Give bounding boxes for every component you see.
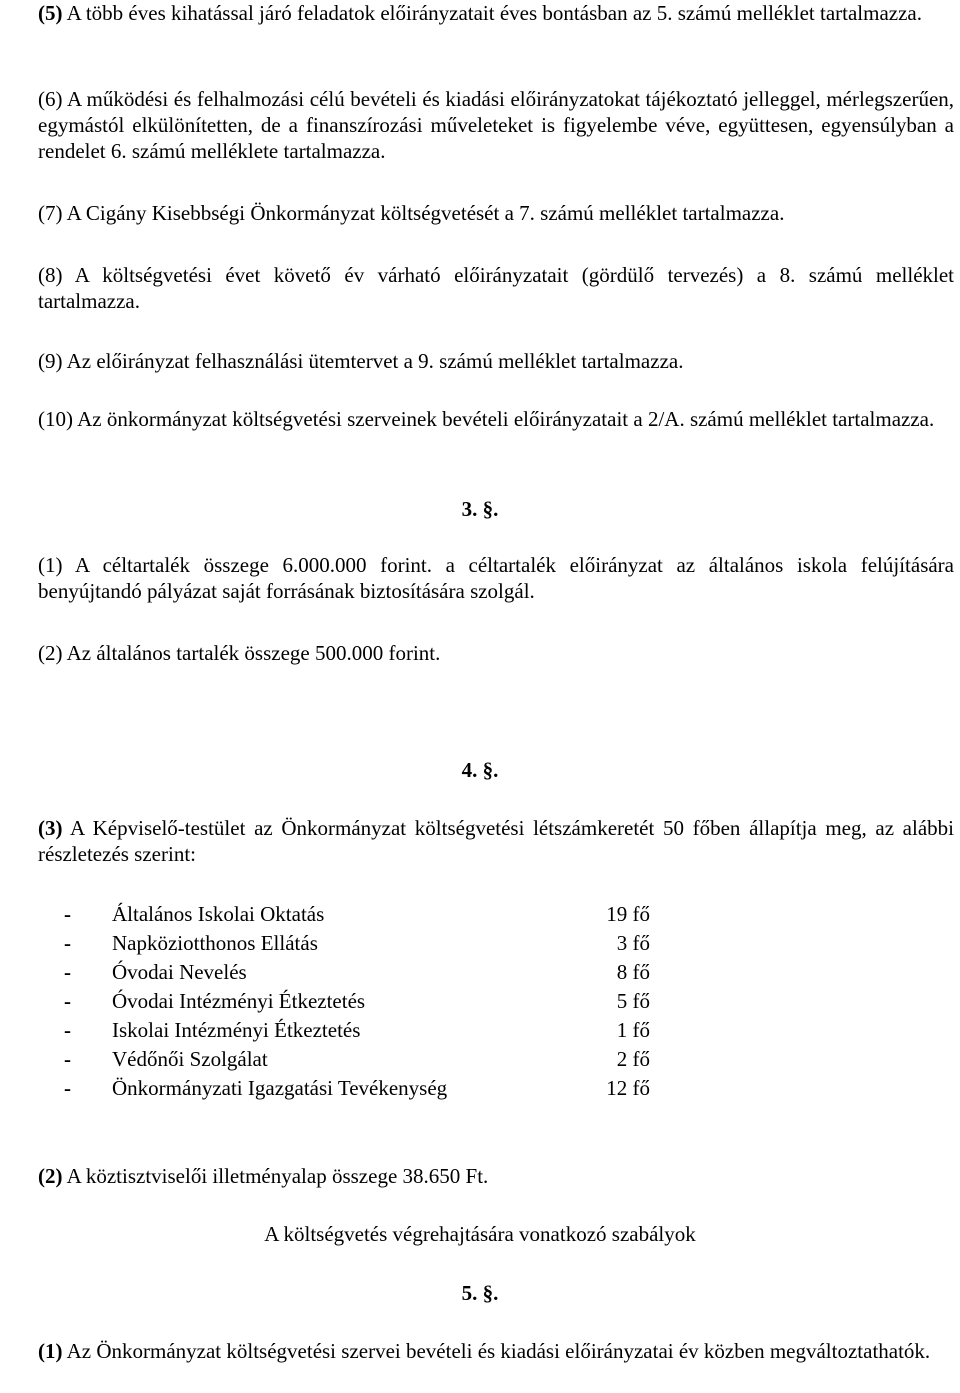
- list-dash: -: [64, 902, 71, 926]
- paragraph-number: (3): [38, 816, 63, 840]
- list-label: Óvodai Nevelés: [112, 960, 247, 984]
- paragraph-number: (2): [38, 1164, 63, 1188]
- paragraph-number: (9): [38, 349, 63, 373]
- paragraph-5: [38, 0, 954, 26]
- list-item: [64, 1017, 664, 1043]
- list-dash: -: [64, 989, 71, 1013]
- section-5-paragraph-1: [38, 1338, 954, 1364]
- section-3-heading: 3. §.: [461, 497, 499, 521]
- paragraph-text: A működési és felhalmozási célú bevételi és kiadási előirányzatokat tájékoztató jelleggel, mérlegszerűen, egymástól elkülönítetten, de a finanszírozási műveleteket is figyelembe véve, együttesen, egyensúlyban a rendelet 6. számú melléklete tartalmazza.: [38, 87, 955, 163]
- paragraph-number: (1): [38, 553, 63, 577]
- list-value: 19 fő: [606, 902, 650, 926]
- section-4-paragraph-2: [38, 1163, 954, 1189]
- list-label: Általános Iskolai Oktatás: [112, 902, 325, 926]
- paragraph-text: Az Önkormányzat költségvetési szervei bevételi és kiadási előirányzatai év közben megváltoztathatók.: [66, 1339, 931, 1363]
- section-3-paragraph-2: [38, 640, 954, 666]
- paragraph-number: (7): [38, 201, 63, 225]
- paragraph-10: [38, 406, 954, 432]
- paragraph-text: A Képviselő-testület az Önkormányzat költségvetési létszámkeretét 50 főben állapítja meg, az alábbi részletezés szerint:: [38, 816, 954, 866]
- list-item: [64, 901, 664, 927]
- list-dash: -: [64, 1018, 71, 1042]
- paragraph-8: [38, 262, 954, 314]
- paragraph-text: A több éves kihatással járó feladatok előirányzatait éves bontásban az 5. számú melléklet tartalmazza.: [66, 1, 922, 25]
- section-5-heading: 5. §.: [461, 1281, 499, 1305]
- list-value: 3 fő: [616, 931, 650, 955]
- paragraph-text: Az előirányzat felhasználási ütemtervet a 9. számú melléklet tartalmazza.: [66, 349, 684, 373]
- list-dash: -: [64, 1076, 71, 1100]
- section-5-title: A költségvetés végrehajtására vonatkozó szabályok: [264, 1222, 696, 1246]
- paragraph-text: A köztisztviselői illetményalap összege 38.650 Ft.: [66, 1164, 489, 1188]
- list-dash: -: [64, 1047, 71, 1071]
- list-value: 8 fő: [616, 960, 650, 984]
- list-label: Önkormányzati Igazgatási Tevékenység: [112, 1076, 448, 1100]
- list-label: Iskolai Intézményi Étkeztetés: [112, 1018, 361, 1042]
- paragraph-text: Az általános tartalék összege 500.000 forint.: [66, 641, 441, 665]
- paragraph-text: A Cigány Kisebbségi Önkormányzat költségvetését a 7. számú melléklet tartalmazza.: [66, 201, 785, 225]
- list-label: Napköziotthonos Ellátás: [112, 931, 318, 955]
- paragraph-number: (2): [38, 641, 63, 665]
- list-item: [64, 959, 664, 985]
- list-value: 12 fő: [606, 1076, 650, 1100]
- paragraph-text: A céltartalék összege 6.000.000 forint. a céltartalék előirányzat az általános iskola felújítására benyújtandó pályázat saját forrásának biztosítására szolgál.: [38, 553, 954, 603]
- list-item: [64, 988, 664, 1014]
- list-item: [64, 1046, 664, 1072]
- paragraph-7: [38, 200, 954, 226]
- paragraph-number: (6): [38, 87, 63, 111]
- list-value: 5 fő: [616, 989, 650, 1013]
- list-label: Óvodai Intézményi Étkeztetés: [112, 989, 366, 1013]
- list-item: [64, 930, 664, 956]
- list-value: 1 fő: [616, 1018, 650, 1042]
- list-label: Védőnői Szolgálat: [112, 1047, 268, 1071]
- paragraph-number: (10): [38, 407, 73, 431]
- list-dash: -: [64, 960, 71, 984]
- paragraph-text: Az önkormányzat költségvetési szerveinek bevételi előirányzatait a 2/A. számú melléklet tartalmazza.: [77, 407, 935, 431]
- list-dash: -: [64, 931, 71, 955]
- section-3-paragraph-1: [38, 552, 954, 604]
- list-item: [64, 1075, 664, 1101]
- paragraph-number: (8): [38, 263, 63, 287]
- paragraph-text: A költségvetési évet követő év várható előirányzatait (gördülő tervezés) a 8. számú melléklet tartalmazza.: [38, 263, 954, 313]
- section-4-heading: 4. §.: [461, 758, 499, 782]
- paragraph-number: (5): [38, 1, 63, 25]
- paragraph-number: (1): [38, 1339, 63, 1363]
- paragraph-9: [38, 348, 954, 374]
- list-value: 2 fő: [616, 1047, 650, 1071]
- paragraph-6: [38, 86, 954, 164]
- section-4-paragraph-3: [38, 815, 954, 867]
